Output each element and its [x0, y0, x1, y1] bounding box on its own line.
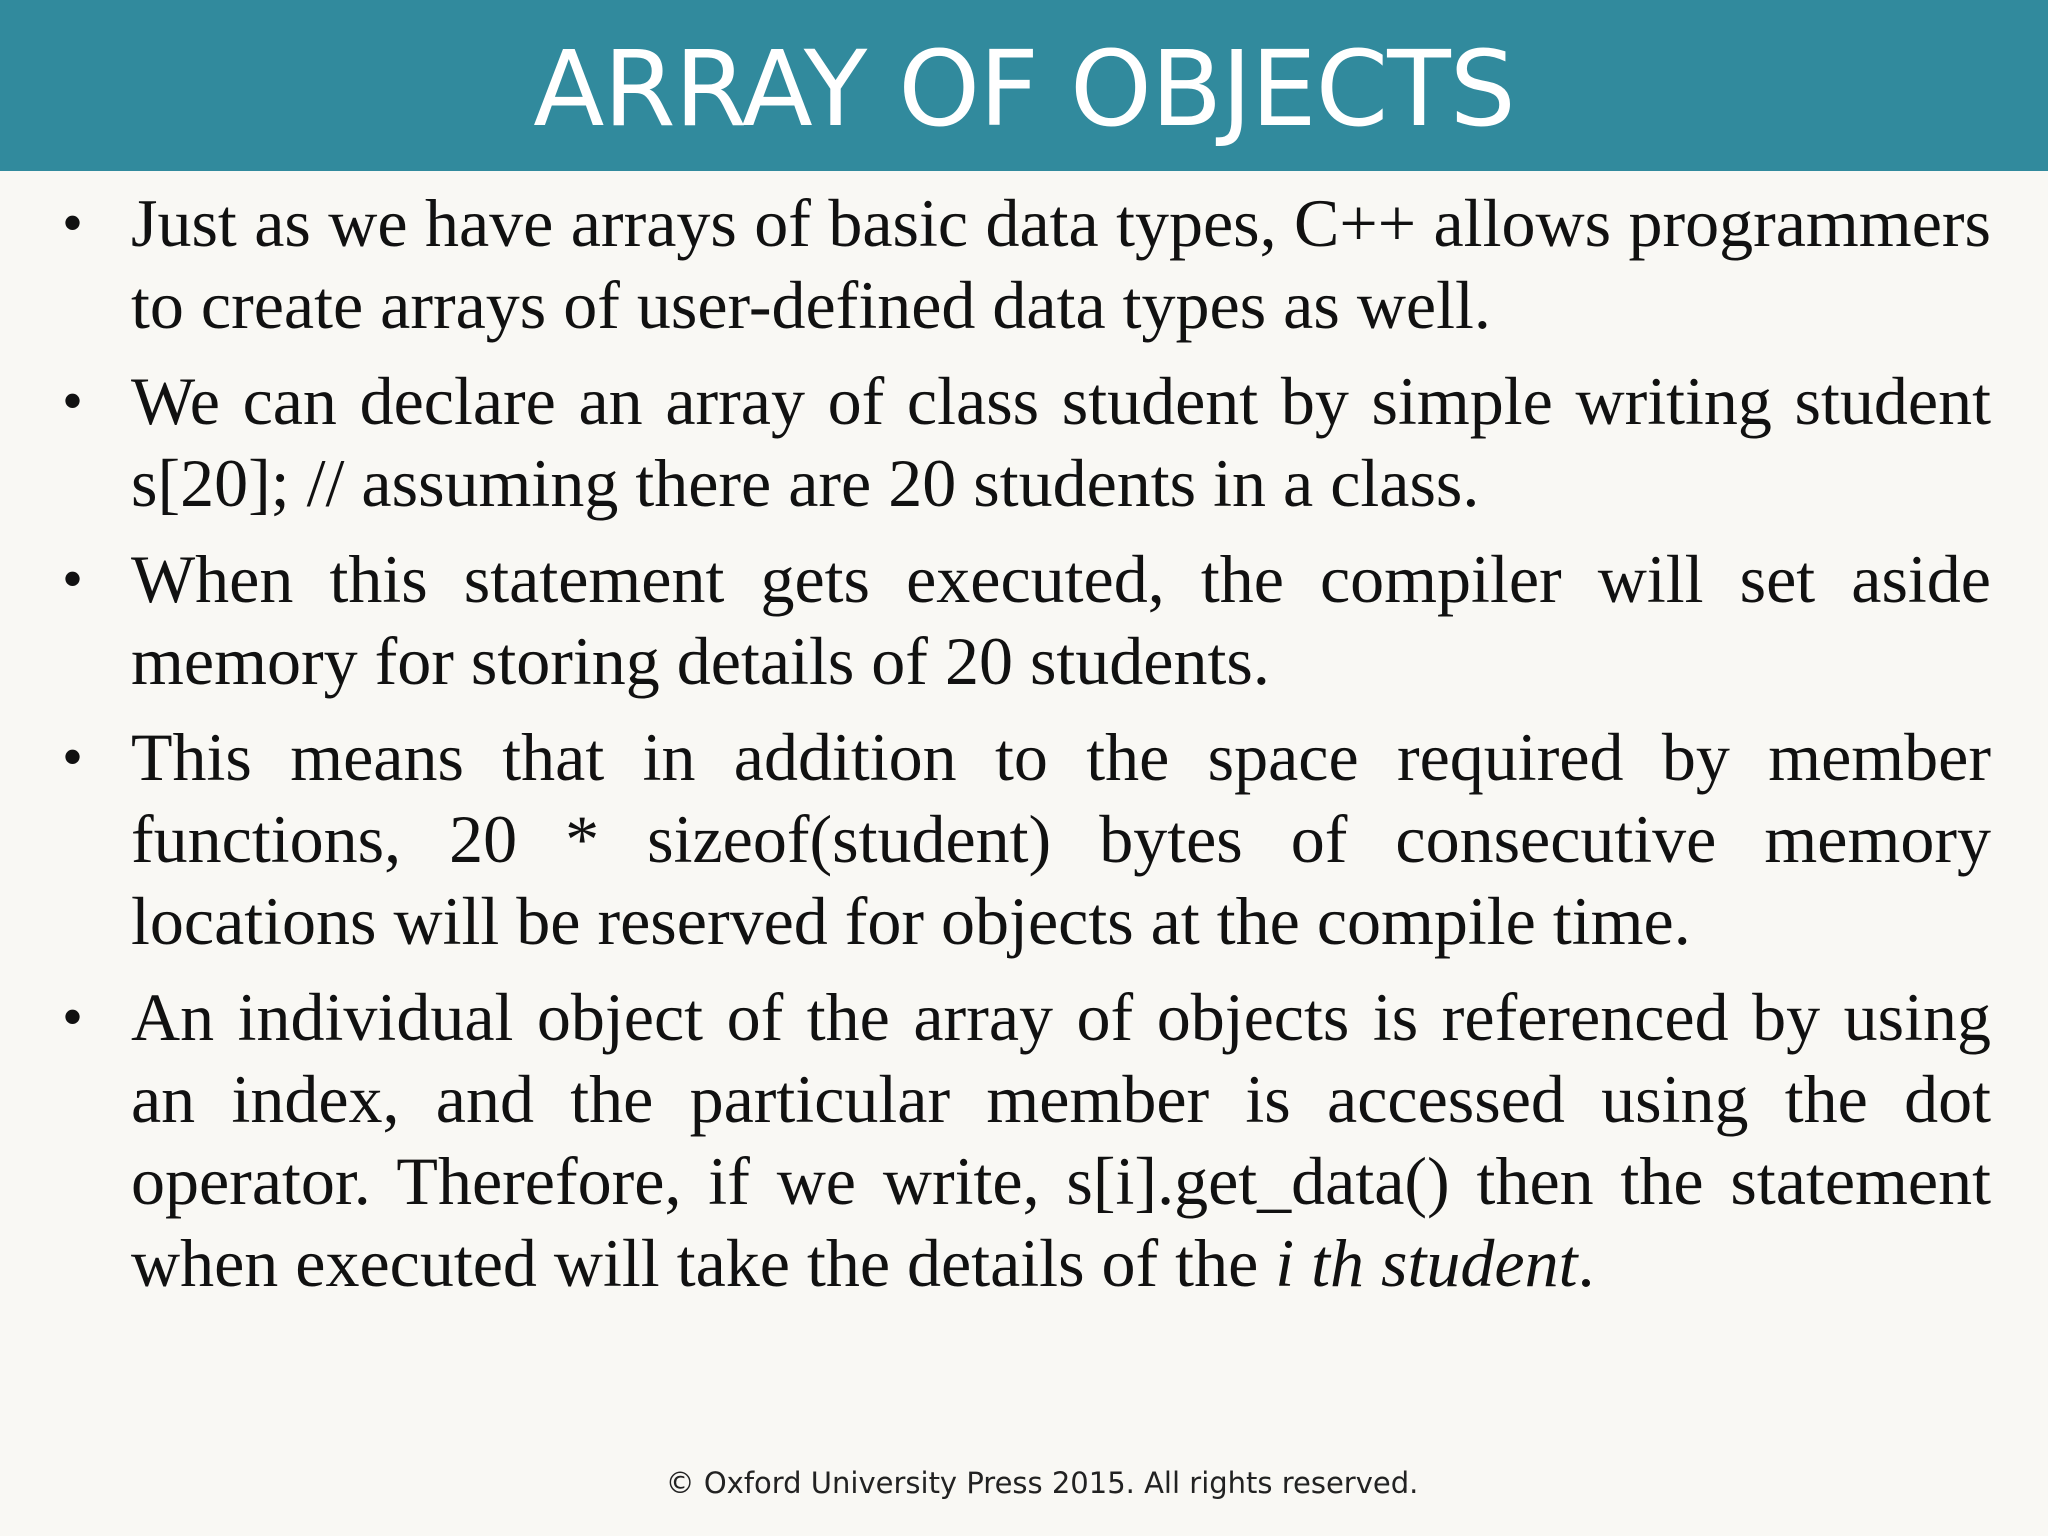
- bullet-text: Just as we have arrays of basic data types, C++ allows programmers to create arrays of user-defined data types as well.: [131, 185, 1991, 343]
- bullet-list: [0, 182, 2048, 1318]
- bullet-text: This means that in addition to the space required by member functions, 20 * sizeof(student) bytes of consecutive memory locations will be reserved for objects at the compile time.: [131, 719, 1991, 959]
- bullet-icon: •: [62, 546, 84, 612]
- bullet-text: We can declare an array of class student by simple writing student s[20]; // assuming there are 20 students in a class.: [131, 363, 1991, 521]
- bullet-icon: •: [62, 190, 84, 256]
- bullet-italic-text: i th student: [1275, 1225, 1578, 1301]
- bullet-icon: •: [62, 724, 84, 790]
- bullet-item: [0, 976, 1991, 1304]
- bullet-text: An individual object of the array of objects is referenced by using an index, and the particular member is accessed using the dot operator. Therefore, if we write, s[i].get_data() then the statement when executed will take the details of the: [131, 979, 1991, 1301]
- bullet-icon: •: [62, 984, 84, 1050]
- slide-title: ARRAY OF OBJECTS: [533, 27, 1515, 150]
- bullet-item: [0, 360, 1991, 524]
- bullet-item: [0, 716, 1991, 962]
- bullet-end-text: .: [1577, 1225, 1595, 1301]
- title-bar: [0, 0, 2048, 171]
- copyright-text: © Oxford University Press 2015. All rights reserved.: [665, 1466, 1419, 1500]
- bullet-icon: •: [62, 368, 84, 434]
- bullet-item: [0, 182, 1991, 346]
- bullet-item: [0, 538, 1991, 702]
- footer: [0, 1466, 2048, 1500]
- bullet-text: When this statement gets executed, the compiler will set aside memory for storing details of 20 students.: [131, 541, 1991, 699]
